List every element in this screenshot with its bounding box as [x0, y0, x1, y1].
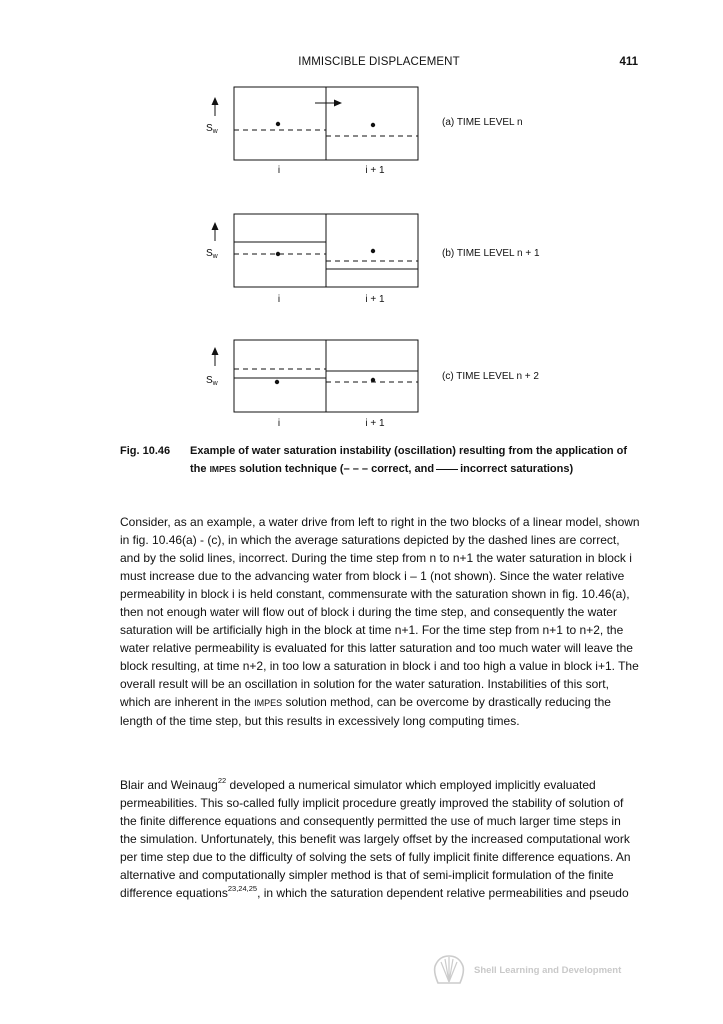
running-title: IMMISCIBLE DISPLACEMENT [298, 56, 460, 68]
block-center-i [276, 122, 280, 126]
caption-text: Example of water saturation instability (oscillation) resulting from the application of the IMPES solution technique (– – – correct, and incorrect saturations) [190, 445, 628, 475]
panel-label: (a) TIME LEVEL n [442, 117, 523, 128]
sw-axis-label: $S_w$ [206, 123, 218, 135]
sw-axis-label: $S_w$ [206, 375, 218, 387]
block-label-i1: i + 1 [365, 418, 385, 429]
panel-label: (b) TIME LEVEL n + 1 [442, 248, 540, 259]
block-center-i [275, 380, 279, 384]
impes-acronym: IMPES [254, 698, 283, 708]
block-label-i: i [277, 165, 281, 176]
citation-ref: 23,24,25 [227, 884, 258, 893]
saturation-oscillation-figure [0, 0, 723, 440]
footer [432, 954, 621, 986]
panel-a [206, 87, 523, 176]
block-label-i1: i + 1 [365, 294, 385, 305]
body-paragraph-1: Consider, as an example, a water drive from left to right in the two blocks of a linear model, shown in fig. 10.46(a) - (c), in which the average saturations depicted by the dashed lines are correct, and by the solid lines, incorrect. During the time step from n to n+1 the water saturation in block i must increase due to the advancing water from block i – 1 (not shown). Since the water relative permeability in block i is held constant, commensurate with the saturation shown in fig. 10.46(a), then not enough water will flow out of block i during the time step, and consequently the water saturation will be artificially high in the block at time n+1. For the time step from n+1 to n+2, the water relative permeability is evaluated for this latter saturation and too much water will leave the block resulting, at time n+2, in too low a saturation in block i and too high a value in block i+1. The overall result will be an oscillation in solution for the water saturation. Instabilities of this sort, which are inherent in the IMPES solution method, can be overcome by drastically reducing the length of the time step, but this results in excessively long computing times. [120, 515, 640, 728]
block-center-i1 [371, 249, 375, 253]
sw-axis-label: $S_w$ [206, 248, 218, 260]
figure-number: Fig. 10.46 [120, 445, 171, 457]
page-number: 411 [619, 56, 638, 68]
block-center-i1 [371, 378, 375, 382]
block-label-i: i [277, 418, 281, 429]
panel-c [206, 340, 539, 429]
panel-label: (c) TIME LEVEL n + 2 [442, 371, 539, 382]
citation-ref: 22 [217, 776, 227, 785]
block-label-i1: i + 1 [365, 165, 385, 176]
block-label-i: i [277, 294, 281, 305]
block-center-i [276, 252, 280, 256]
figure-caption [120, 442, 640, 478]
footer-text: Shell Learning and Development [474, 964, 622, 976]
shell-logo-icon [432, 955, 466, 985]
impes-acronym: IMPES [209, 464, 237, 474]
block-center-i1 [371, 123, 375, 127]
body-paragraph-2: Blair and Weinaug$^{22}$ developed a numerical simulator which employed implicitly evaluated permeabilities. This so-called fully implicit procedure greatly improved the stability of solution of the finite difference equations and consequently permitted the use of much larger time steps in the simulation. Unfortunately, this benefit was largely offset by the increased computational work per time step due to the difficulty of solving the sets of fully implicit finite difference equations. An alternative and computationally simpler method is that of semi-implicit formulation of the finite difference equations$^{23,24,25}$, in which the saturation dependent relative permeabilities and pseudo [120, 776, 631, 900]
solid-line-legend [436, 469, 458, 470]
panel-b [206, 214, 540, 305]
